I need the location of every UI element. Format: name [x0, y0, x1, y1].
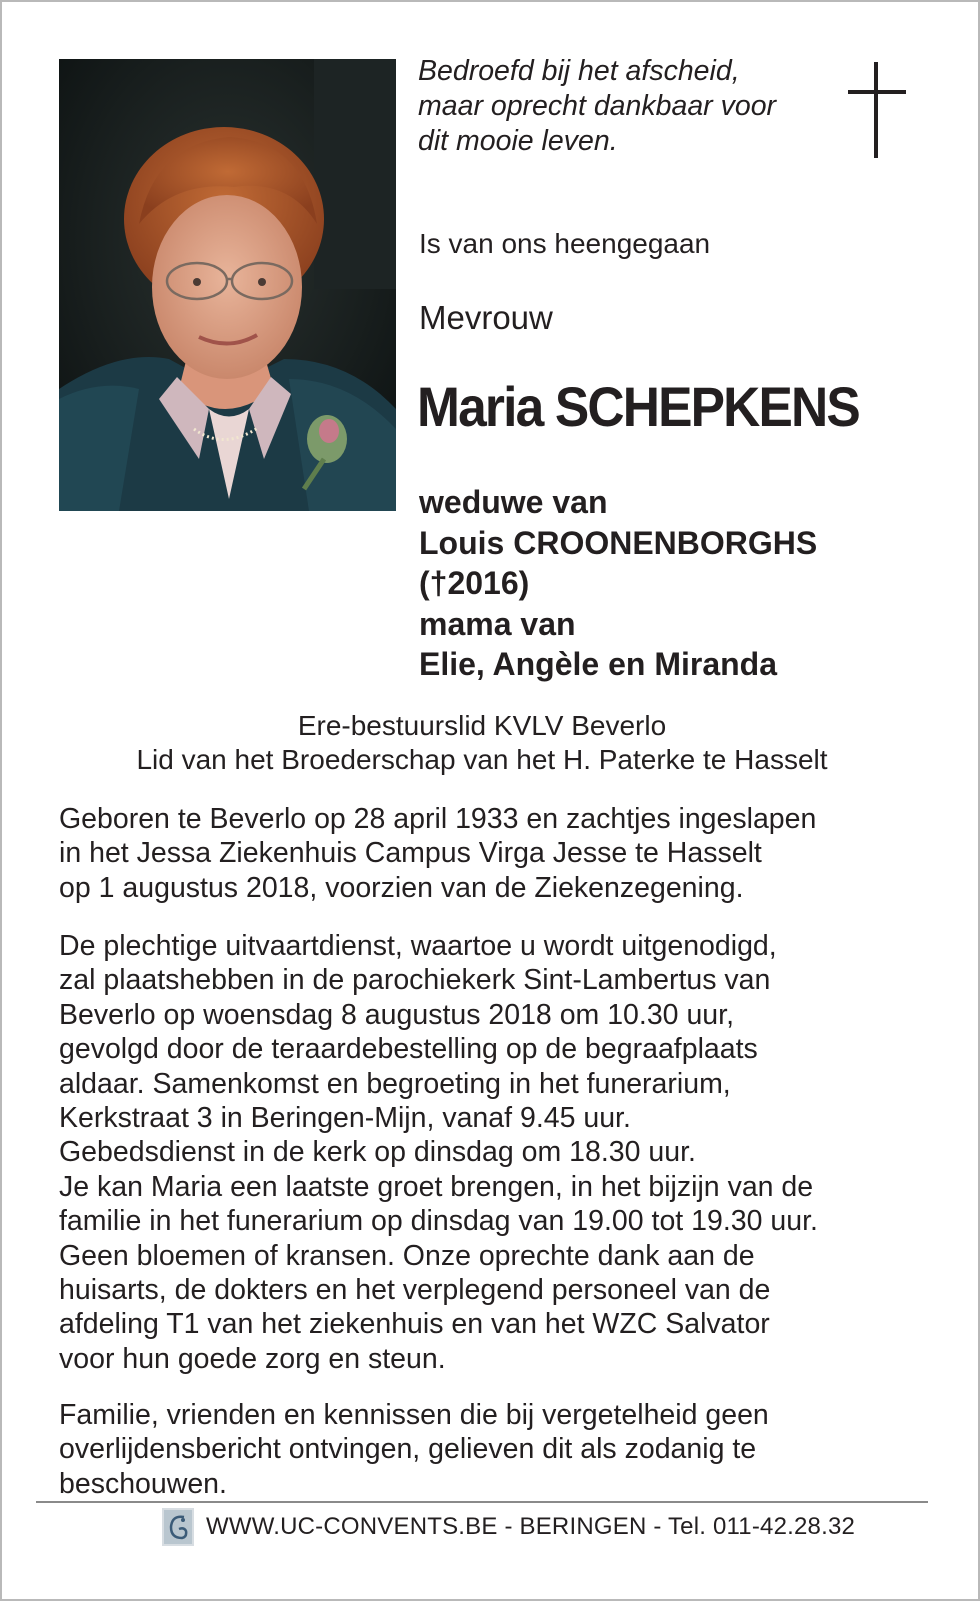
relation-line: (†2016): [419, 565, 530, 601]
motto-line: Bedroefd bij het afscheid,: [418, 55, 740, 87]
relation-line: Elie, Angèle en Miranda: [419, 646, 778, 682]
paragraph-line: Gebedsdienst in de kerk op dinsdag om 18.30 uur.: [59, 1136, 696, 1169]
intro-text: Is van ons heengegaan: [419, 228, 711, 259]
deceased-name: Maria SCHEPKENS: [417, 375, 859, 438]
paragraph-line: huisarts, de dokters en het verplegend personeel van de: [59, 1274, 771, 1307]
footer-divider: [36, 1501, 928, 1503]
paragraph-line: familie in het funerarium op dinsdag van 19.00 tot 19.30 uur.: [59, 1205, 818, 1238]
paragraph-line: beschouwen.: [59, 1467, 227, 1500]
paragraph-line: voor hun goede zorg en steun.: [59, 1342, 446, 1375]
paragraph-line: aldaar. Samenkomst en begroeting in het funerarium,: [59, 1067, 731, 1100]
paragraph-line: Familie, vrienden en kennissen die bij vergetelheid geen: [59, 1399, 769, 1431]
paragraph-line: Beverlo op woensdag 8 augustus 2018 om 10.30 uur,: [59, 998, 734, 1031]
paragraph-line: op 1 augustus 2018, voorzien van de Ziekenzegening.: [59, 871, 744, 904]
motto-line: dit mooie leven.: [418, 125, 618, 157]
paragraph-line: in het Jessa Ziekenhuis Campus Virga Jesse te Hasselt: [59, 837, 762, 870]
membership-line: Lid van het Broederschap van het H. Paterke te Hasselt: [136, 744, 828, 775]
paragraph-line: De plechtige uitvaartdienst, waartoe u wordt uitgenodigd,: [59, 930, 777, 962]
family-relations: [419, 482, 817, 685]
footer: [162, 1507, 855, 1547]
portrait-illustration: [59, 59, 396, 511]
paragraph-line: Geen bloemen of kransen. Onze oprechte dank aan de: [59, 1239, 755, 1272]
cross-icon: [848, 62, 906, 158]
motto-text: [418, 54, 838, 159]
paragraph-line: Kerkstraat 3 in Beringen-Mijn, vanaf 9.45 uur.: [59, 1102, 631, 1135]
uc-convents-logo-icon: [162, 1508, 194, 1546]
paragraph-line: overlijdensbericht ontvingen, gelieven dit als zodanig te: [59, 1433, 757, 1466]
motto-line: maar oprecht dankbaar voor: [418, 90, 777, 122]
memberships: [2, 709, 962, 777]
relation-line: weduwe van: [419, 484, 608, 520]
paragraph-line: Je kan Maria een laatste groet brengen, in het bijzijn van de: [59, 1170, 814, 1203]
paragraph-line: Geboren te Beverlo op 28 april 1933 en zachtjes ingeslapen: [59, 803, 817, 835]
footer-contact: WWW.UC-CONVENTS.BE - BERINGEN - Tel. 011-42.28.32: [206, 1513, 856, 1540]
paragraph-line: gevolgd door de teraardebestelling op de begraafplaats: [59, 1033, 758, 1066]
membership-line: Ere-bestuurslid KVLV Beverlo: [297, 710, 667, 741]
relation-line: Louis CROONENBORGHS: [419, 524, 818, 561]
portrait-photo: [59, 59, 396, 511]
relation-line: mama van: [419, 605, 576, 642]
closing-paragraph: [59, 1398, 769, 1501]
paragraph-line: zal plaatshebben in de parochiekerk Sint-Lambertus van: [59, 964, 771, 997]
paragraph-line: afdeling T1 van het ziekenhuis en van het WZC Salvator: [59, 1308, 770, 1341]
birth-death-paragraph: [59, 802, 816, 905]
honorific: Mevrouw: [419, 299, 553, 336]
funeral-paragraph: [59, 929, 818, 1376]
